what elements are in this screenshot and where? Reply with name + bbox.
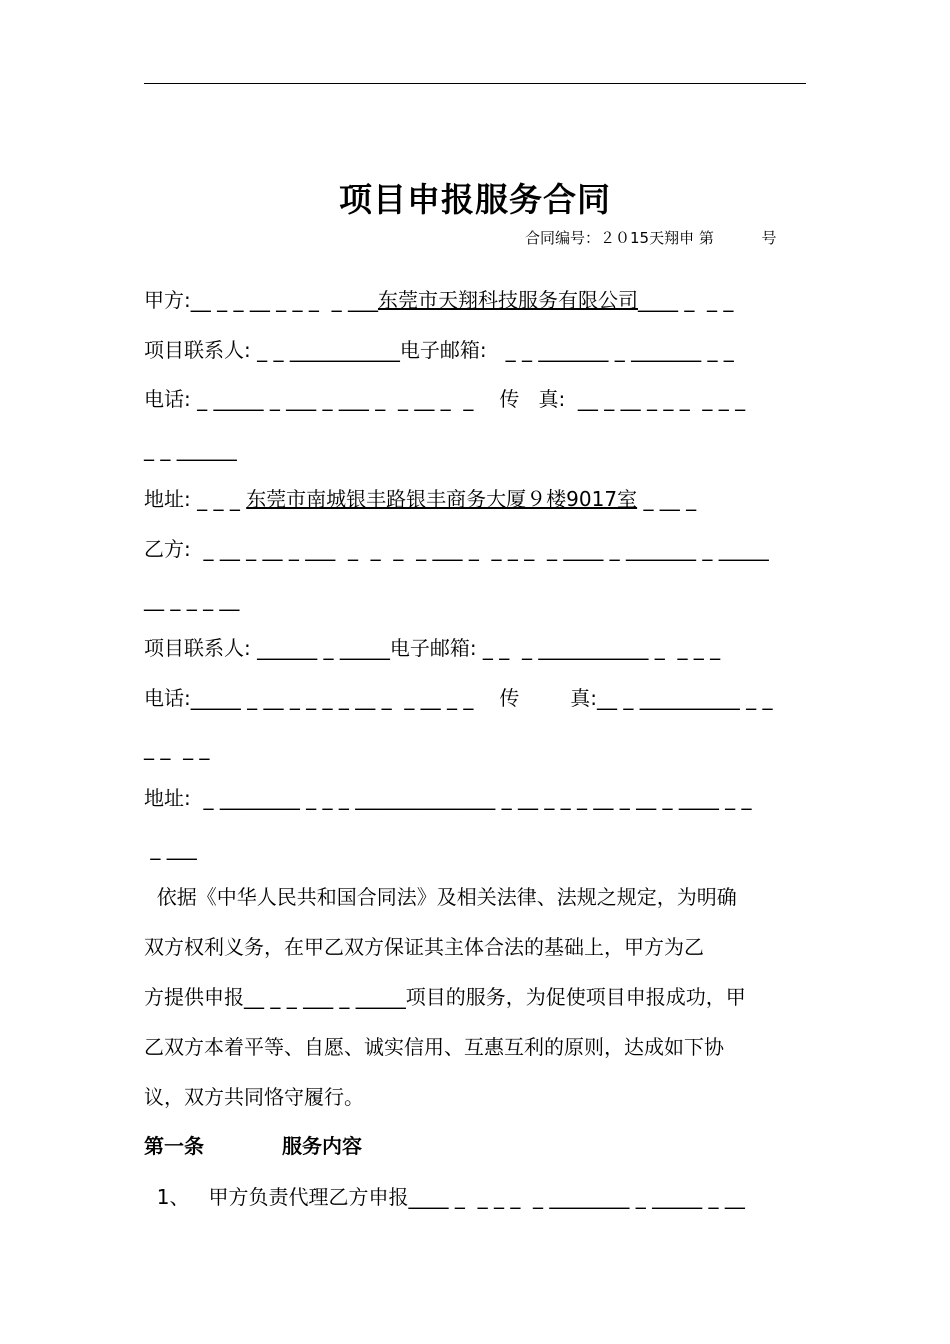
party-a-blank-after: ____ _ _ _ [637,288,734,312]
party-a-phone-label: 电话: [144,387,191,411]
party-a-line [144,286,733,314]
article-1-heading [144,1132,362,1160]
party-b-fax-blank: __ _ __________ _ _ [597,686,773,710]
party-b-email-blank: _ _ _ ___________ _ _ _ _ [476,636,721,660]
document-title: 项目申报服务合同 [339,180,611,219]
party-b-label: 乙方: [144,537,191,561]
article-1-item-1 [144,1183,745,1211]
party-a-fax-blank: __ _ __ _ _ _ _ _ _ [565,387,746,411]
party-b-email-label: 电子邮箱: [389,636,477,660]
party-a-fax-label: 传 真: [499,387,566,411]
party-a-contact-line [144,336,734,364]
party-a-address-label: 地址: [144,487,191,511]
preamble-line: 乙双方本着平等、自愿、诚实信用、互惠互利的原则，达成如下协 [144,1035,724,1059]
party-a-address-blank-before: _ _ _ [190,487,247,511]
party-b-line [144,535,769,563]
party-b-address-line [144,784,752,812]
item-1-number: 1、 [144,1185,190,1209]
header-rule [144,83,806,84]
preamble-line: 双方权利义务，在甲乙双方保证其主体合法的基础上，甲方为乙 [144,935,704,959]
party-b-contact-line [144,634,720,662]
article-1-title: 服务内容 [282,1134,362,1158]
preamble-line: 方提供申报__ _ _ ___ _ _____项目的服务，为促使项目申报成功，甲 [144,985,746,1009]
party-a-phone-line [144,385,745,413]
party-a-name: 东莞市天翔科技服务有限公司 [377,288,638,312]
party-a-address: 东莞市南城银丰路银丰商务大厦９楼9017室 [246,487,638,511]
party-b-blank: _ __ _ __ _ ___ _ _ _ _ ___ _ _ _ _ _ ____ _ _______ _ _____ [190,537,769,561]
party-a-email-blank: _ _ _______ _ _______ _ _ [486,338,734,362]
party-a-contact-label: 项目联系人: [144,338,251,362]
party-b-phone-label: 电话: [144,686,191,710]
party-a-blank-before: __ _ _ __ _ _ _ _ ___ [190,288,378,312]
party-b-phone-blank: _____ _ __ _ _ _ _ __ _ _ __ _ _ [190,686,474,710]
preamble-line: 议，双方共同恪守履行。 [144,1085,364,1109]
party-a-address-blank-after: _ __ _ [637,487,697,511]
party-b-contact-blank: ______ _ _____ [250,636,390,660]
item-1-blank: ____ _ _ _ _ _ ________ _ _____ _ __ [408,1185,745,1209]
party-b-address-label: 地址: [144,786,191,810]
party-b-fax-label: 传 真: [499,686,598,710]
party-b-fax-blank-cont: _ _ _ _ [144,736,210,760]
item-1-text: 甲方负责代理乙方申报 [189,1185,409,1209]
article-1-number: 第一条 [144,1134,204,1158]
party-b-address-blank-cont: _ ___ [144,836,197,860]
contract-number: 合同编号：２０15天翔申 第 号 [525,229,777,247]
party-a-email-label: 电子邮箱: [399,338,487,362]
party-a-address-line [144,485,696,513]
party-a-fax-blank-cont: _ _ ______ [144,437,237,461]
party-a-contact-blank: _ _ ___________ [250,338,400,362]
party-b-phone-line [144,684,772,712]
preamble-line: 依据《中华人民共和国合同法》及相关法律、法规之规定，为明确 [144,885,737,909]
party-b-blank-cont: __ _ _ _ __ [144,587,240,611]
party-b-address-blank: _ ________ _ _ _ ______________ _ __ _ _ _ __ _ __ _ ____ _ _ [190,786,752,810]
party-a-label: 甲方: [144,288,191,312]
party-b-contact-label: 项目联系人: [144,636,251,660]
party-a-phone-blank: _ _____ _ ___ _ ___ _ _ __ _ _ [190,387,474,411]
